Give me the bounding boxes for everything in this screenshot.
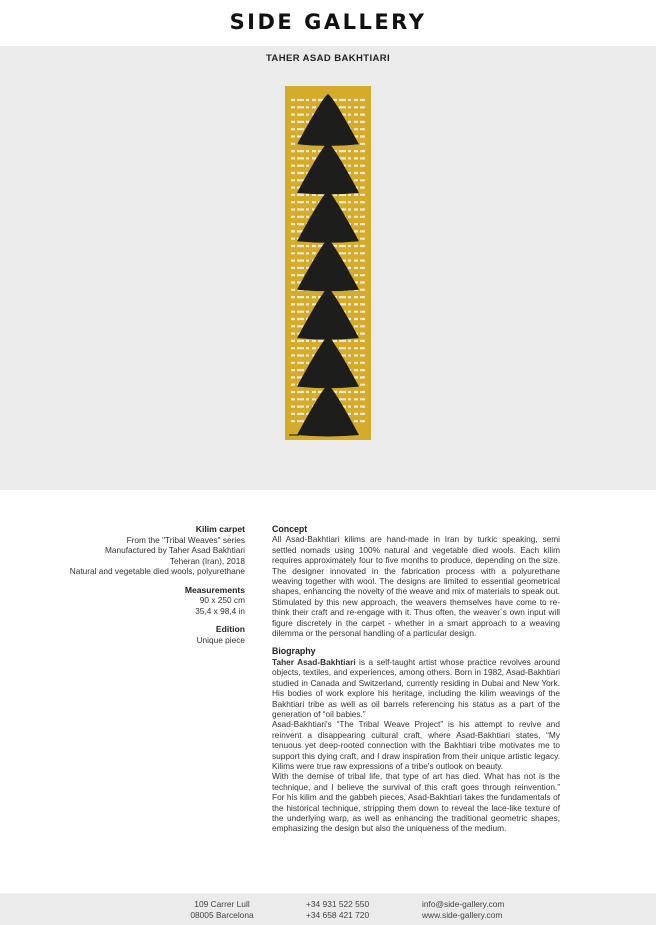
- description: [272, 524, 560, 834]
- footer-website[interactable]: www.side-gallery.com: [422, 910, 503, 920]
- artwork-details: [18, 524, 245, 645]
- biography-name: Taher Asad-Bakhtiari: [272, 656, 356, 667]
- footer-address-city: 08005 Barcelona: [190, 910, 254, 920]
- artwork-series: From the "Tribal Weaves" series: [126, 534, 245, 545]
- artwork-materials: Natural and vegetable died wools, polyurethane: [69, 566, 245, 576]
- concept-heading: Concept: [272, 524, 308, 534]
- artwork-origin: Teheran (Iran), 2018: [169, 555, 245, 566]
- biography-paragraph: [272, 657, 560, 719]
- footer-email[interactable]: info@side-gallery.com: [422, 899, 505, 909]
- footer: [0, 893, 656, 925]
- gallery-logo: SIDE GALLERY: [229, 10, 427, 34]
- edition-label: Edition: [215, 624, 245, 634]
- footer-address: [187, 899, 257, 921]
- footer-phones: [306, 899, 369, 921]
- edition-value: Unique piece: [196, 634, 245, 645]
- measurements-cm: 90 x 250 cm: [199, 595, 245, 605]
- biography-heading: Biography: [272, 646, 316, 657]
- artwork-image: [285, 86, 371, 440]
- footer-address-street: 109 Carrer Lull: [194, 899, 250, 909]
- biography-text-2: Asad-Bakhtiari's “The Tribal Weave Project” is his attempt to revive and reinvent a disappearing cultural craft, where Asad-Bakhtiari states, “My tenuous yet deep-rooted connection with the Bakhtiari tribe motivates me to support this dying craft, and I draw inspiration from their unique artistic legacy. Kilims were true raw expressions of a tribe's outlook on beauty.: [272, 719, 560, 771]
- artwork-manufacturer: Manufactured by Taher Asad Bakhtiari: [104, 545, 245, 555]
- biography-text-1: is a self-taught artist whose practice revolves around objects, textiles, and experiences, among others. Born in 1982, Asad-Bakhtiari studied in Canada and Switzerland, currently residing in Dubai and New York. His bodies of work explore his heritage, including the kilim weavings of the Bakhtiari tribe as well as oil barrels referencing his status as a part of the generation of “oil babies.”: [272, 656, 560, 719]
- footer-phone-2[interactable]: +34 658 421 720: [306, 910, 370, 920]
- footer-phone-1[interactable]: +34 931 522 550: [306, 899, 370, 909]
- rug-tag: [289, 434, 299, 436]
- artwork-title: Kilim carpet: [195, 524, 245, 534]
- measurements-in: 35,4 x 98,4 in: [195, 605, 245, 616]
- artist-name: TAHER ASAD BAKHTIARI: [265, 53, 391, 64]
- biography-text-3: With the demise of tribal life, that type of art has died. What has not is the technique, and I believe the survival of this craft goes through reinvention.” For his kilim and the gabbeh pieces, Asad-Bakhtiari takes the fundamentals of the historical technique, stripping them down to reveal the lace-like texture of the underlying warp, as well as enhancing the traditional geometric shapes, emphasizing the design but also the uniqueness of the medium.: [272, 771, 560, 834]
- concept-text: All Asad-Bakhtiari kilims are hand-made in Iran by turkic speaking, semi settled nomads using 100% natural and vegetable died wools. Each kilim requires approximately four to five months to produce, depending on the size. The designer innovated in the fabrication process with a polyurethane weaving together with wool. The designs are limited to essential geometrical shapes, enhancing the novelty of the weave and mix of materials to speak out. Stimulated by this new approach, the weavers themselves have come to re-think their craft and re-engage with it. Thus often, the weaver´s own input will figure discretely in the carpet - whether in a smart approach to a weaving dilemma or the personal handling of a particular design.: [272, 534, 560, 639]
- measurements-label: Measurements: [184, 584, 245, 595]
- footer-contact: [422, 899, 504, 921]
